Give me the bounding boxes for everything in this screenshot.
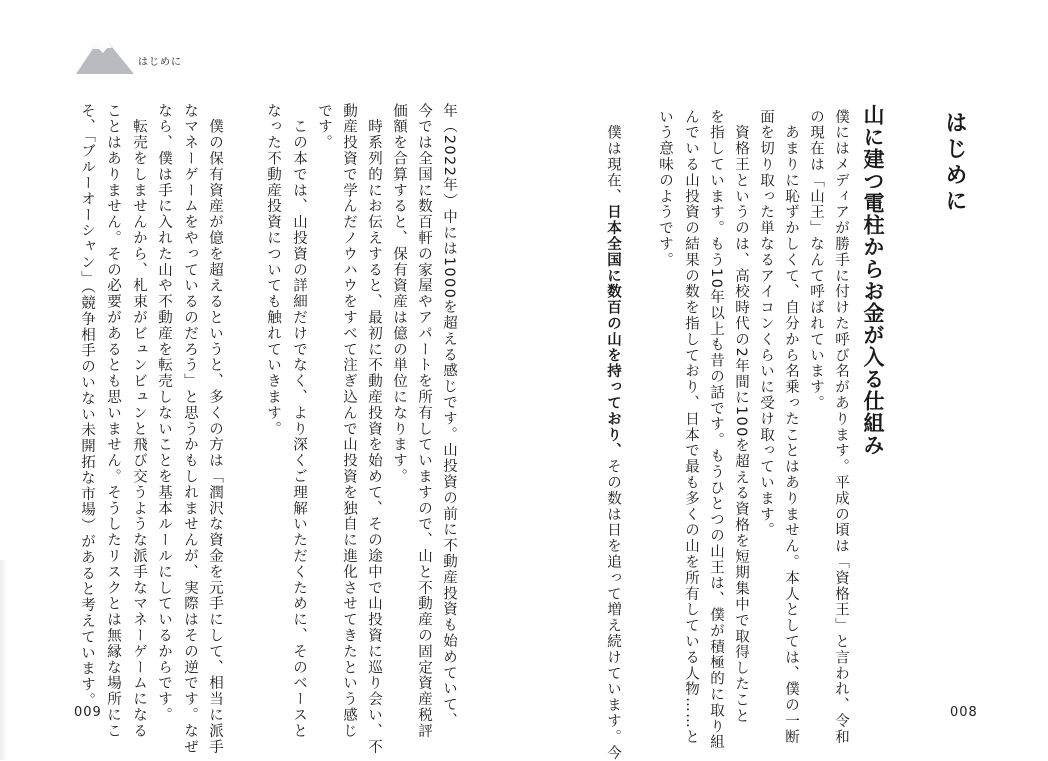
section-title: 山に建つ電柱からお金が入る仕組み <box>861 104 885 456</box>
mountain-icon <box>76 34 134 76</box>
left-col-4: 時系列的にお伝えすると、最初に不動産投資を始めて、その途中で山投資に巡り会い、不 <box>366 103 382 755</box>
left-col-2: 今では全国に数百軒の家屋やアパートを所有していますので、山と不動産の固定資産税評 <box>416 103 432 739</box>
chapter-title: はじめに <box>942 111 967 215</box>
left-col-6: です。 <box>316 103 332 151</box>
right-col-6: を指しています。もう10年以上も昔の話です。もうひとつの山王は、僕が積極的に取り組 <box>708 109 724 751</box>
right-col-5: 資格王というのは、高校時代の2年間に100を超える資格を短期集中で取得したこと <box>733 109 749 724</box>
left-col-5: 動産投資で学んだノウハウをすべて注ぎ込んで山投資を独自に進化させてきたという感じ <box>341 103 357 739</box>
left-col-3: 価額を合算すると、保有資産は億の単位になります。 <box>391 103 407 485</box>
running-header <box>76 34 206 76</box>
right-col-4: 面を切り取った単なるアイコンくらいに受け取っています。 <box>758 109 774 539</box>
left-col-8: なった不動産投資についても触れていきます。 <box>265 103 281 437</box>
left-col-7: この本では、山投資の詳細だけでなく、より深くご理解いただくために、そのベースと <box>291 103 307 739</box>
left-col-12: なら、僕は手に入れた山や不動産を転売しないことを基本ルールにしているからです。 <box>156 103 172 724</box>
right-col-1: 僕にはメディアが勝手に付けた呼び名があります。平成の頃は「資格王」と言われ、令和 <box>833 109 849 745</box>
left-col-10: 僕の保有資産が億を超えるというと、多くの方は「潤沢な資金を元手にして、相当に派手 <box>207 103 223 755</box>
right-col-2: の現在は「山王」なんて呼ばれています。 <box>808 109 824 412</box>
right-col-8: いう意味のようです。 <box>657 109 673 268</box>
right-col-7: んでいる山投資の結果の数を指しており、日本で最も多くの山を所有している人物……と <box>683 109 699 745</box>
left-col-13: 転売をしませんから、札束がビュンビュンと飛び交うような派手なマネーゲームになる <box>131 103 147 739</box>
right-col-9-post: その数は日を追って増え続けています。今 <box>605 458 621 761</box>
header-label: はじめに <box>138 57 182 68</box>
right-col-9 <box>600 109 625 761</box>
right-col-3: あまりに恥ずかしくて、自分から名乗ったことはありません。本人としては、僕の一断 <box>783 109 799 745</box>
left-col-1: 年（2022年）中には1000を超える感じです。山投資の前に不動産投資も始めていて、 <box>441 103 457 729</box>
page-number-left: 009 <box>74 705 102 720</box>
right-col-9-bold: 日本全国に数百の山を持っており、 <box>605 204 621 459</box>
page-edge-shadow <box>0 560 8 760</box>
right-col-9-pre: 僕は現在、 <box>605 109 621 205</box>
left-col-11: なマネーゲームをやっているのだろう」と思うかもしれませんが、実際はその逆です。なぜ <box>182 103 198 755</box>
left-col-14: ことはありません。その必要があるとも思いません。そうしたリスクとは無縁な場所にこ <box>105 103 121 739</box>
page-number-right: 008 <box>950 705 978 720</box>
left-col-15: そ、「ブルーオーシャン」（競争相手のいない未開拓な市場）があると考えています。 <box>79 103 95 709</box>
